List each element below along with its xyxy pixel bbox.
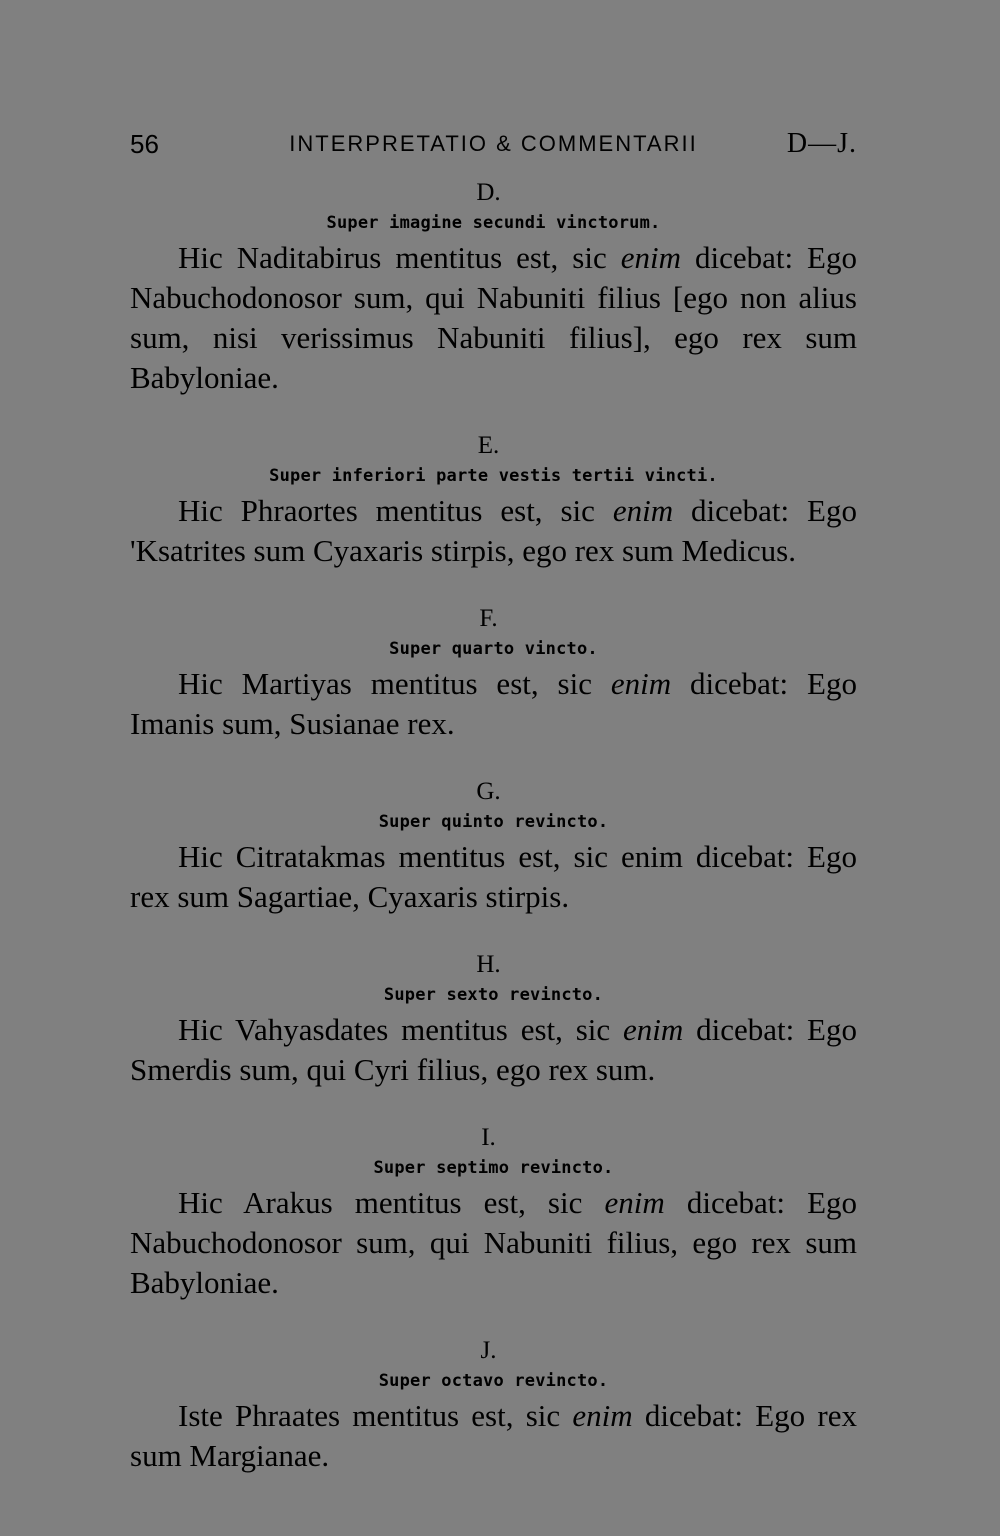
section-body: Hic Martiyas mentitus est, sic enim dicebat: Ego Imanis sum, Susianae rex. xyxy=(130,666,857,741)
emphasis: enim xyxy=(620,240,681,275)
section-caption: Super quarto vincto. xyxy=(389,639,598,659)
emphasis: enim xyxy=(623,1012,684,1047)
section-body: Hic Naditabirus mentitus est, sic enim dicebat: Ego Nabuchodonosor sum, qui Nabuniti filius [ego non alius sum, nisi verissimus Nabuniti filius], ego rex sum Babyloniae. xyxy=(130,240,857,395)
section-letter: H. xyxy=(476,951,501,978)
section-body: Hic Vahyasdates mentitus est, sic enim dicebat: Ego Smerdis sum, qui Cyri filius, ego rex sum. xyxy=(130,1012,857,1087)
section-caption: Super septimo revincto. xyxy=(373,1158,614,1178)
page xyxy=(130,118,857,1507)
section-body: Hic Phraortes mentitus est, sic enim dicebat: Ego 'Ksatrites sum Cyaxaris stirpis, ego rex sum Medicus. xyxy=(130,493,857,568)
running-head xyxy=(130,118,857,170)
section-caption: Super inferiori parte vestis tertii vincti. xyxy=(269,466,718,486)
section-caption: Super sexto revincto. xyxy=(383,985,604,1005)
emphasis: enim xyxy=(612,493,674,528)
section-caption: Super octavo revincto. xyxy=(378,1371,609,1391)
section-letter: F. xyxy=(479,605,498,632)
emphasis: enim xyxy=(572,1398,633,1433)
section-g xyxy=(130,775,857,917)
section-e xyxy=(130,429,857,571)
section-h xyxy=(130,948,857,1090)
section-j xyxy=(130,1334,857,1476)
section-i xyxy=(130,1121,857,1303)
section-body: Hic Arakus mentitus est, sic enim dicebat: Ego Nabuchodonosor sum, qui Nabuniti filius, ego rex sum Babyloniae. xyxy=(130,1185,857,1300)
section-letter: D. xyxy=(476,179,501,206)
emphasis: enim xyxy=(604,1185,665,1220)
section-body: Iste Phraates mentitus est, sic enim dicebat: Ego rex sum Margianae. xyxy=(130,1398,857,1473)
emphasis: enim xyxy=(610,666,672,701)
section-d xyxy=(130,176,857,398)
page-number: 56 xyxy=(130,129,159,159)
section-f xyxy=(130,602,857,744)
section-caption: Super quinto revincto. xyxy=(378,812,609,832)
section-caption: Super imagine secundi vinctorum. xyxy=(326,213,661,233)
section-letter: I. xyxy=(481,1124,496,1151)
section-letter: G. xyxy=(476,778,501,805)
section-letter: J. xyxy=(480,1337,497,1364)
running-title: INTERPRETATIO & COMMENTARII xyxy=(289,131,698,156)
section-range: D—J. xyxy=(786,128,857,159)
section-letter: E. xyxy=(477,432,500,459)
section-body: Hic Citratakmas mentitus est, sic enim dicebat: Ego rex sum Sagartiae, Cyaxaris stirpis. xyxy=(130,839,857,914)
